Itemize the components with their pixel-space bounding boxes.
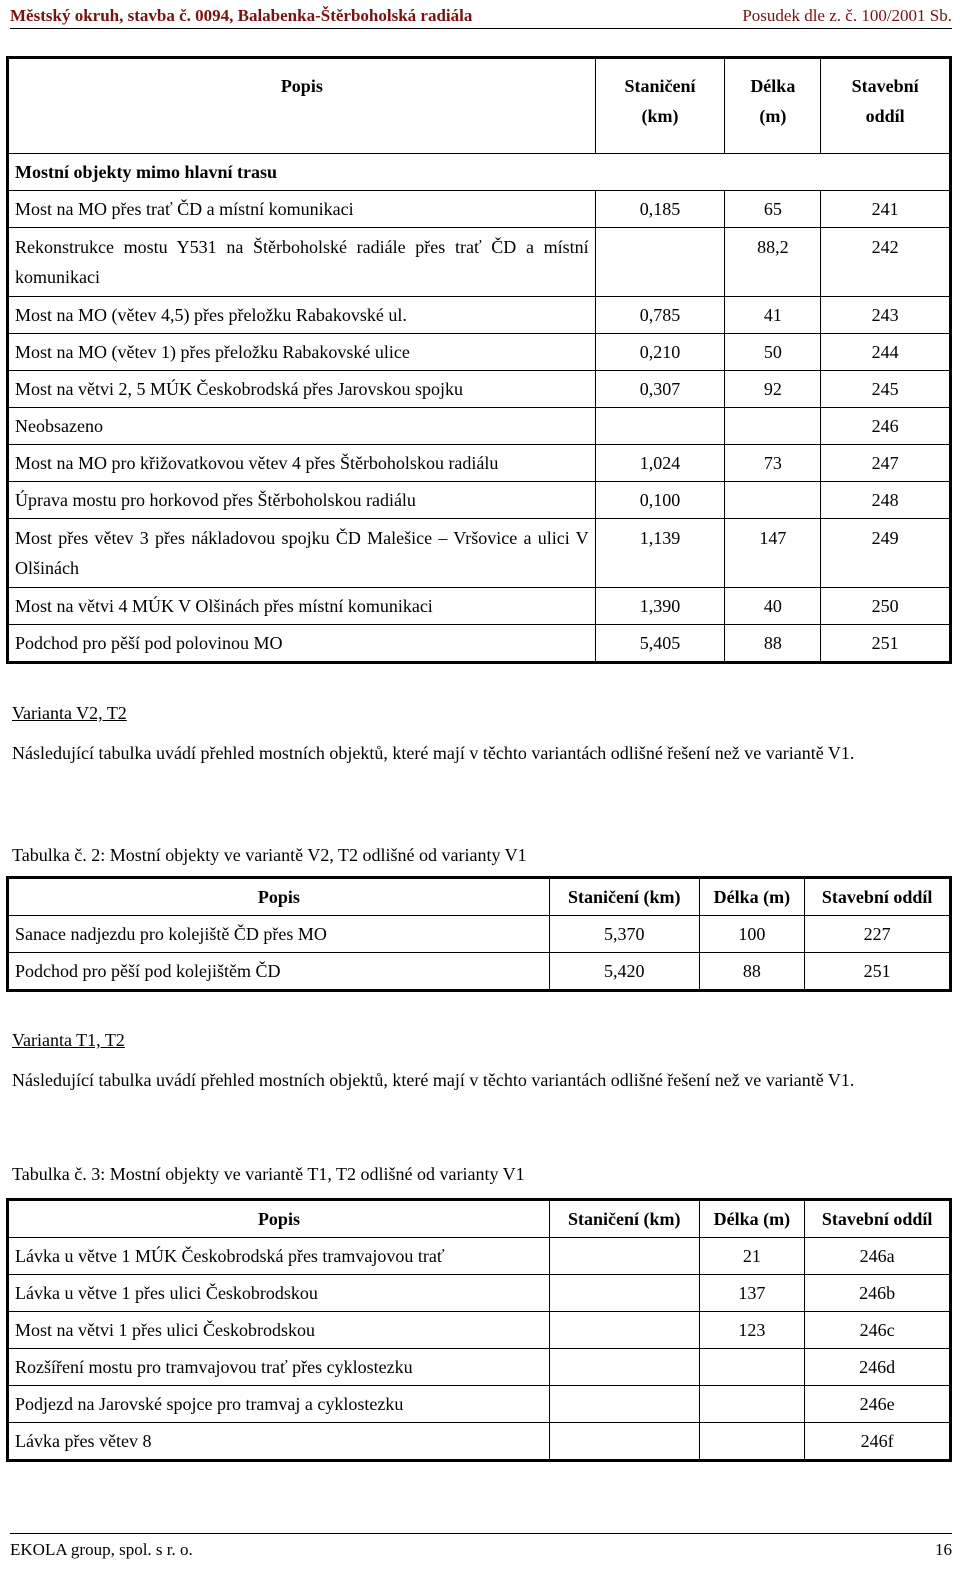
cell-oddil: 246f	[805, 1423, 951, 1461]
cell-staniceni	[549, 1423, 699, 1461]
cell-oddil: 242	[821, 228, 951, 297]
section-heading-t1: Varianta T1, T2	[12, 1030, 125, 1050]
cell-staniceni: 1,024	[595, 445, 725, 482]
col-header-popis: Popis	[8, 878, 550, 916]
cell-delka: 73	[725, 445, 821, 482]
col-header-oddil: Stavební oddíl	[805, 878, 951, 916]
cell-oddil: 246	[821, 408, 951, 445]
page-header	[10, 4, 952, 29]
cell-popis: Podchod pro pěší pod kolejištěm ČD	[8, 953, 550, 991]
cell-delka: 92	[725, 371, 821, 408]
cell-popis: Rozšíření mostu pro tramvajovou trať přes cyklostezku	[8, 1349, 550, 1386]
cell-delka: 50	[725, 334, 821, 371]
cell-staniceni	[549, 1386, 699, 1423]
cell-staniceni	[595, 408, 725, 445]
cell-oddil: 246c	[805, 1312, 951, 1349]
cell-staniceni: 5,370	[549, 916, 699, 953]
cell-popis: Podjezd na Jarovské spojce pro tramvaj a cyklostezku	[8, 1386, 550, 1423]
col-header-popis: Popis	[8, 1200, 550, 1238]
cell-delka: 88,2	[725, 228, 821, 297]
cell-staniceni	[595, 228, 725, 297]
col-header-delka: Délka (m)	[699, 1200, 805, 1238]
table-row	[8, 228, 951, 297]
cell-staniceni: 0,100	[595, 482, 725, 519]
table-row	[8, 334, 951, 371]
cell-oddil: 243	[821, 297, 951, 334]
table-header-row	[8, 878, 951, 916]
footer-company: EKOLA group, spol. s r. o.	[10, 1540, 193, 1559]
header-title: Městský okruh, stavba č. 0094, Balabenka-Štěrboholská radiála	[10, 6, 473, 25]
cell-staniceni	[549, 1238, 699, 1275]
cell-staniceni: 5,420	[549, 953, 699, 991]
cell-popis: Most na MO (větev 1) přes přeložku Rabakovské ulice	[8, 334, 596, 371]
cell-staniceni	[549, 1275, 699, 1312]
cell-delka: 40	[725, 588, 821, 625]
cell-popis: Podchod pro pěší pod polovinou MO	[8, 625, 596, 663]
cell-popis: Most na MO (větev 4,5) přes přeložku Rabakovské ul.	[8, 297, 596, 334]
cell-delka: 21	[699, 1238, 805, 1275]
col-header-staniceni: Staničení (km)	[549, 878, 699, 916]
table-caption-2: Tabulka č. 2: Mostní objekty ve variantě V2, T2 odlišné od varianty V1	[12, 845, 527, 865]
cell-delka: 100	[699, 916, 805, 953]
table-row	[8, 1349, 951, 1386]
table-row	[8, 1423, 951, 1461]
table-row	[8, 408, 951, 445]
cell-staniceni: 1,390	[595, 588, 725, 625]
cell-popis: Úprava mostu pro horkovod přes Štěrboholskou radiálu	[8, 482, 596, 519]
cell-delka: 123	[699, 1312, 805, 1349]
table-row	[8, 953, 951, 991]
col-header-staniceni: Staničení (km)	[595, 58, 725, 154]
cell-staniceni: 0,210	[595, 334, 725, 371]
table-row	[8, 625, 951, 663]
table-row	[8, 297, 951, 334]
cell-staniceni: 1,139	[595, 519, 725, 588]
cell-oddil: 247	[821, 445, 951, 482]
cell-oddil: 246b	[805, 1275, 951, 1312]
cell-oddil: 246d	[805, 1349, 951, 1386]
table-group-row	[8, 154, 951, 191]
col-header-popis: Popis	[8, 58, 596, 154]
table-row	[8, 1238, 951, 1275]
cell-delka: 65	[725, 191, 821, 228]
bridges-table-main	[6, 56, 952, 664]
table-row	[8, 371, 951, 408]
bridges-table-v2	[6, 876, 952, 992]
section-paragraph-t1: Následující tabulka uvádí přehled mostních objektů, které mají v těchto variantách odlišné řešení než ve variantě V1.	[12, 1070, 855, 1090]
cell-popis: Lávka u větve 1 MÚK Českobrodská přes tramvajovou trať	[8, 1238, 550, 1275]
cell-oddil: 249	[821, 519, 951, 588]
cell-popis: Most na větvi 2, 5 MÚK Českobrodská přes Jarovskou spojku	[8, 371, 596, 408]
cell-oddil: 251	[821, 625, 951, 663]
cell-popis: Neobsazeno	[8, 408, 596, 445]
cell-popis: Most na MO pro křižovatkovou větev 4 přes Štěrboholskou radiálu	[8, 445, 596, 482]
cell-staniceni	[549, 1349, 699, 1386]
cell-staniceni: 0,307	[595, 371, 725, 408]
col-header-oddil: Stavební oddíl	[805, 1200, 951, 1238]
cell-oddil: 248	[821, 482, 951, 519]
cell-popis: Most na větvi 4 MÚK V Olšinách přes místní komunikaci	[8, 588, 596, 625]
table-row	[8, 588, 951, 625]
cell-delka: 88	[699, 953, 805, 991]
col-header-delka: Délka (m)	[699, 878, 805, 916]
table-row	[8, 519, 951, 588]
cell-oddil: 245	[821, 371, 951, 408]
cell-delka: 137	[699, 1275, 805, 1312]
cell-oddil: 241	[821, 191, 951, 228]
cell-popis: Most na větvi 1 přes ulici Českobrodskou	[8, 1312, 550, 1349]
cell-popis: Most přes větev 3 přes nákladovou spojku ČD Malešice – Vršovice a ulici V Olšinách	[8, 519, 596, 588]
cell-staniceni	[549, 1312, 699, 1349]
page-number: 16	[935, 1540, 952, 1559]
section-heading-v2: Varianta V2, T2	[12, 703, 127, 723]
cell-delka: 147	[725, 519, 821, 588]
cell-delka	[725, 482, 821, 519]
cell-oddil: 227	[805, 916, 951, 953]
cell-popis: Lávka u větve 1 přes ulici Českobrodskou	[8, 1275, 550, 1312]
cell-popis: Rekonstrukce mostu Y531 na Štěrboholské radiále přes trať ČD a místní komunikaci	[8, 228, 596, 297]
table-row	[8, 916, 951, 953]
table-row	[8, 1386, 951, 1423]
table-row	[8, 482, 951, 519]
cell-oddil: 250	[821, 588, 951, 625]
cell-oddil: 244	[821, 334, 951, 371]
cell-popis: Sanace nadjezdu pro kolejiště ČD přes MO	[8, 916, 550, 953]
table-row	[8, 1275, 951, 1312]
section-paragraph-v2: Následující tabulka uvádí přehled mostních objektů, které mají v těchto variantách odlišné řešení než ve variantě V1.	[12, 743, 855, 763]
cell-oddil: 246e	[805, 1386, 951, 1423]
bridges-table-t1	[6, 1198, 952, 1462]
cell-delka	[699, 1423, 805, 1461]
table-row	[8, 445, 951, 482]
col-header-oddil: Stavební oddíl	[821, 58, 951, 154]
cell-delka	[699, 1386, 805, 1423]
cell-staniceni: 5,405	[595, 625, 725, 663]
cell-delka	[699, 1349, 805, 1386]
cell-staniceni: 0,185	[595, 191, 725, 228]
cell-delka: 41	[725, 297, 821, 334]
cell-delka	[725, 408, 821, 445]
page-footer	[10, 1533, 952, 1560]
col-header-staniceni: Staničení (km)	[549, 1200, 699, 1238]
header-reference: Posudek dle z. č. 100/2001 Sb.	[742, 6, 952, 25]
table-header-row	[8, 58, 951, 154]
cell-oddil: 246a	[805, 1238, 951, 1275]
table-row	[8, 191, 951, 228]
cell-popis: Lávka přes větev 8	[8, 1423, 550, 1461]
col-header-delka: Délka (m)	[725, 58, 821, 154]
cell-delka: 88	[725, 625, 821, 663]
table-row	[8, 1312, 951, 1349]
cell-popis: Most na MO přes trať ČD a místní komunikaci	[8, 191, 596, 228]
table-header-row	[8, 1200, 951, 1238]
cell-oddil: 251	[805, 953, 951, 991]
table-caption-3: Tabulka č. 3: Mostní objekty ve variantě T1, T2 odlišné od varianty V1	[12, 1164, 525, 1184]
cell-staniceni: 0,785	[595, 297, 725, 334]
group-label: Mostní objekty mimo hlavní trasu	[8, 154, 951, 191]
